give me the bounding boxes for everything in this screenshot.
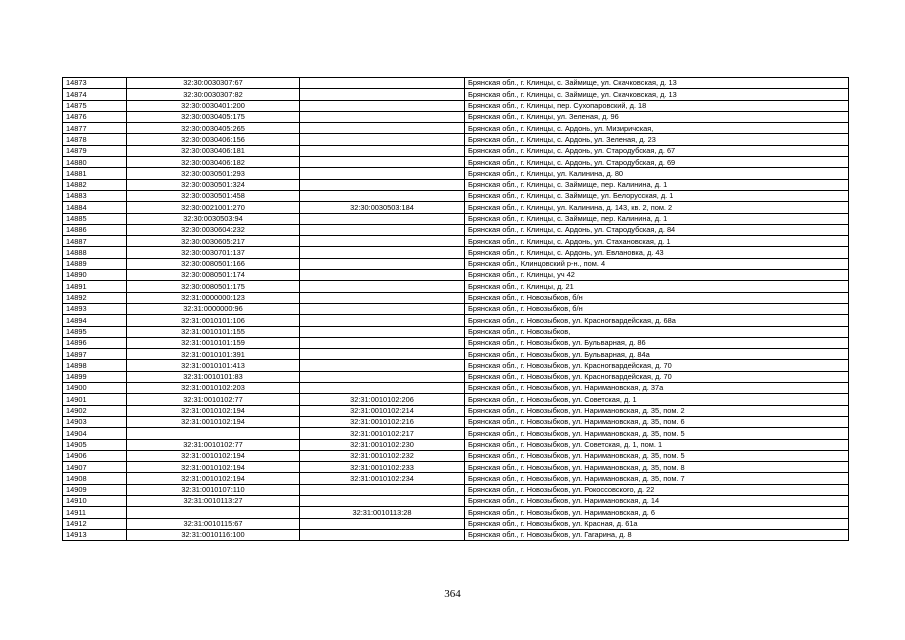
row-number-cell: 14899 — [63, 371, 127, 382]
table-row — [63, 78, 849, 89]
table-row — [63, 281, 849, 292]
address-cell: Брянская обл., г. Клинцы, пер. Сухопаровский, д. 18 — [465, 100, 849, 111]
table-row — [63, 473, 849, 484]
cadastral-number-cell: 32:31:0010116:100 — [127, 529, 300, 540]
related-cadastral-number-cell — [300, 529, 465, 540]
row-number-cell: 14900 — [63, 383, 127, 394]
cadastral-number-cell: 32:30:0030406:181 — [127, 145, 300, 156]
table-row — [63, 439, 849, 450]
cadastral-number-cell: 32:30:0030406:156 — [127, 134, 300, 145]
address-cell: Брянская обл., г. Клинцы, уч 42 — [465, 270, 849, 281]
row-number-cell: 14877 — [63, 123, 127, 134]
related-cadastral-number-cell — [300, 236, 465, 247]
row-number-cell: 14910 — [63, 495, 127, 506]
address-cell: Брянская обл., г. Клинцы, с. Ардонь, ул. Мизиричская, — [465, 123, 849, 134]
related-cadastral-number-cell — [300, 495, 465, 506]
cadastral-number-cell: 32:30:0030501:458 — [127, 190, 300, 201]
row-number-cell: 14879 — [63, 145, 127, 156]
table-row — [63, 428, 849, 439]
related-cadastral-number-cell — [300, 224, 465, 235]
related-cadastral-number-cell: 32:31:0010102:230 — [300, 439, 465, 450]
cadastral-number-cell: 32:30:0030501:324 — [127, 179, 300, 190]
table-row — [63, 236, 849, 247]
address-cell: Брянская обл., г. Новозыбков, ул. Наримановская, д. 35, пом. 8 — [465, 462, 849, 473]
table-row — [63, 179, 849, 190]
cadastral-number-cell: 32:31:0010102:194 — [127, 462, 300, 473]
address-cell: Брянская обл., г. Клинцы, д. 21 — [465, 281, 849, 292]
table-row — [63, 507, 849, 518]
table-row — [63, 157, 849, 168]
table-row — [63, 213, 849, 224]
related-cadastral-number-cell — [300, 371, 465, 382]
address-cell: Брянская обл., г. Клинцы, с. Займище, пер. Калинина, д. 1 — [465, 179, 849, 190]
table-row — [63, 168, 849, 179]
related-cadastral-number-cell — [300, 145, 465, 156]
row-number-cell: 14894 — [63, 315, 127, 326]
related-cadastral-number-cell: 32:31:0010102:234 — [300, 473, 465, 484]
row-number-cell: 14896 — [63, 337, 127, 348]
address-cell: Брянская обл., г. Клинцы, ул. Калинина, д. 80 — [465, 168, 849, 179]
cadastral-number-cell: 32:30:0030401:200 — [127, 100, 300, 111]
cadastral-number-cell: 32:31:0010107:110 — [127, 484, 300, 495]
table-row — [63, 111, 849, 122]
cadastral-number-cell: 32:31:0010113:27 — [127, 495, 300, 506]
address-cell: Брянская обл., г. Клинцы, ул. Калинина, д. 143, кв. 2, пом. 2 — [465, 202, 849, 213]
address-cell: Брянская обл., г. Новозыбков, ул. Красная, д. 61а — [465, 518, 849, 529]
related-cadastral-number-cell — [300, 100, 465, 111]
table-row — [63, 100, 849, 111]
address-cell: Брянская обл., г. Новозыбков, ул. Рокоссовского, д. 22 — [465, 484, 849, 495]
related-cadastral-number-cell — [300, 292, 465, 303]
table-row — [63, 247, 849, 258]
row-number-cell: 14883 — [63, 190, 127, 201]
related-cadastral-number-cell — [300, 337, 465, 348]
related-cadastral-number-cell — [300, 326, 465, 337]
cadastral-number-cell: 32:30:0030405:175 — [127, 111, 300, 122]
address-cell: Брянская обл., Клинцовский р-н., пом. 4 — [465, 258, 849, 269]
cadastral-number-cell: 32:31:0010102:194 — [127, 450, 300, 461]
table-row — [63, 326, 849, 337]
cadastral-number-cell: 32:30:0030701:137 — [127, 247, 300, 258]
address-cell: Брянская обл., г. Клинцы, с. Займище, ул. Скачковская, д. 13 — [465, 89, 849, 100]
related-cadastral-number-cell — [300, 270, 465, 281]
table-row — [63, 450, 849, 461]
table-row — [63, 145, 849, 156]
table-row — [63, 190, 849, 201]
row-number-cell: 14878 — [63, 134, 127, 145]
row-number-cell: 14913 — [63, 529, 127, 540]
address-cell: Брянская обл., г. Клинцы, ул. Зеленая, д. 96 — [465, 111, 849, 122]
address-cell: Брянская обл., г. Клинцы, с. Займище, ул. Скачковская, д. 13 — [465, 78, 849, 89]
address-cell: Брянская обл., г. Новозыбков, ул. Красногвардейская, д. 70 — [465, 360, 849, 371]
related-cadastral-number-cell — [300, 258, 465, 269]
row-number-cell: 14882 — [63, 179, 127, 190]
related-cadastral-number-cell — [300, 89, 465, 100]
related-cadastral-number-cell: 32:31:0010113:28 — [300, 507, 465, 518]
cadastral-number-cell: 32:31:0000000:123 — [127, 292, 300, 303]
table-row — [63, 315, 849, 326]
row-number-cell: 14880 — [63, 157, 127, 168]
address-cell: Брянская обл., г. Новозыбков, ул. Бульварная, д. 86 — [465, 337, 849, 348]
table-row — [63, 270, 849, 281]
address-cell: Брянская обл., г. Новозыбков, ул. Наримановская, д. 14 — [465, 495, 849, 506]
cadastral-number-cell: 32:31:0010102:194 — [127, 416, 300, 427]
address-cell: Брянская обл., г. Новозыбков, ул. Советская, д. 1, пом. 1 — [465, 439, 849, 450]
related-cadastral-number-cell — [300, 190, 465, 201]
table-row — [63, 518, 849, 529]
address-cell: Брянская обл., г. Клинцы, с. Ардонь, ул. Стахановская, д. 1 — [465, 236, 849, 247]
related-cadastral-number-cell — [300, 179, 465, 190]
table-row — [63, 349, 849, 360]
table-row — [63, 416, 849, 427]
row-number-cell: 14875 — [63, 100, 127, 111]
address-cell: Брянская обл., г. Новозыбков, — [465, 326, 849, 337]
address-cell: Брянская обл., г. Клинцы, с. Ардонь, ул. Зеленая, д. 23 — [465, 134, 849, 145]
row-number-cell: 14904 — [63, 428, 127, 439]
row-number-cell: 14887 — [63, 236, 127, 247]
related-cadastral-number-cell: 32:31:0010102:216 — [300, 416, 465, 427]
address-cell: Брянская обл., г. Клинцы, с. Ардонь, ул. Стародубская, д. 69 — [465, 157, 849, 168]
address-cell: Брянская обл., г. Клинцы, с. Ардонь, ул. Евлановка, д. 43 — [465, 247, 849, 258]
address-cell: Брянская обл., г. Новозыбков, ул. Советская, д. 1 — [465, 394, 849, 405]
related-cadastral-number-cell — [300, 315, 465, 326]
cadastral-number-cell: 32:30:0080501:174 — [127, 270, 300, 281]
related-cadastral-number-cell: 32:31:0010102:233 — [300, 462, 465, 473]
cadastral-number-cell: 32:31:0010101:391 — [127, 349, 300, 360]
row-number-cell: 14911 — [63, 507, 127, 518]
related-cadastral-number-cell — [300, 134, 465, 145]
address-cell: Брянская обл., г. Клинцы, с. Займище, пер. Калинина, д. 1 — [465, 213, 849, 224]
row-number-cell: 14909 — [63, 484, 127, 495]
address-cell: Брянская обл., г. Новозыбков, ул. Гагарина, д. 8 — [465, 529, 849, 540]
cadastral-number-cell — [127, 507, 300, 518]
address-cell: Брянская обл., г. Клинцы, с. Займище, ул. Белорусская, д. 1 — [465, 190, 849, 201]
row-number-cell: 14906 — [63, 450, 127, 461]
cadastral-number-cell: 32:30:0080501:166 — [127, 258, 300, 269]
table-row — [63, 405, 849, 416]
cadastral-number-cell: 32:30:0030503:94 — [127, 213, 300, 224]
row-number-cell: 14912 — [63, 518, 127, 529]
cadastral-number-cell: 32:30:0030501:293 — [127, 168, 300, 179]
cadastral-number-cell: 32:30:0021001:270 — [127, 202, 300, 213]
row-number-cell: 14903 — [63, 416, 127, 427]
page-number: 364 — [444, 588, 461, 600]
related-cadastral-number-cell — [300, 484, 465, 495]
cadastral-number-cell: 32:31:0010102:77 — [127, 439, 300, 450]
property-registry-table — [62, 77, 849, 541]
table-row — [63, 89, 849, 100]
cadastral-number-cell: 32:31:0010102:194 — [127, 473, 300, 484]
cadastral-number-cell: 32:30:0030405:265 — [127, 123, 300, 134]
address-cell: Брянская обл., г. Новозыбков, б/н — [465, 292, 849, 303]
address-cell: Брянская обл., г. Клинцы, с. Ардонь, ул. Стародубская, д. 67 — [465, 145, 849, 156]
address-cell: Брянская обл., г. Новозыбков, ул. Красногвардейская, д. 68а — [465, 315, 849, 326]
address-cell: Брянская обл., г. Новозыбков, ул. Бульварная, д. 84а — [465, 349, 849, 360]
cadastral-number-cell: 32:31:0010102:203 — [127, 383, 300, 394]
address-cell: Брянская обл., г. Новозыбков, ул. Наримановская, д. 35, пом. 5 — [465, 450, 849, 461]
related-cadastral-number-cell — [300, 247, 465, 258]
row-number-cell: 14881 — [63, 168, 127, 179]
cadastral-number-cell: 32:30:0080501:175 — [127, 281, 300, 292]
row-number-cell: 14888 — [63, 247, 127, 258]
row-number-cell: 14893 — [63, 303, 127, 314]
address-cell: Брянская обл., г. Новозыбков, ул. Наримановская, д. 35, пом. 6 — [465, 416, 849, 427]
table-row — [63, 224, 849, 235]
table-row — [63, 303, 849, 314]
related-cadastral-number-cell — [300, 281, 465, 292]
address-cell: Брянская обл., г. Новозыбков, ул. Красногвардейская, д. 70 — [465, 371, 849, 382]
row-number-cell: 14908 — [63, 473, 127, 484]
row-number-cell: 14884 — [63, 202, 127, 213]
related-cadastral-number-cell — [300, 168, 465, 179]
cadastral-number-cell: 32:31:0010101:83 — [127, 371, 300, 382]
table-row — [63, 529, 849, 540]
related-cadastral-number-cell — [300, 518, 465, 529]
related-cadastral-number-cell — [300, 383, 465, 394]
address-cell: Брянская обл., г. Новозыбков, ул. Наримановская, д. 35, пом. 2 — [465, 405, 849, 416]
table-row — [63, 134, 849, 145]
row-number-cell: 14905 — [63, 439, 127, 450]
row-number-cell: 14890 — [63, 270, 127, 281]
cadastral-number-cell: 32:31:0010102:194 — [127, 405, 300, 416]
related-cadastral-number-cell — [300, 303, 465, 314]
related-cadastral-number-cell — [300, 111, 465, 122]
table-row — [63, 292, 849, 303]
cadastral-number-cell: 32:31:0010101:106 — [127, 315, 300, 326]
related-cadastral-number-cell: 32:31:0010102:217 — [300, 428, 465, 439]
cadastral-number-cell: 32:31:0000000:96 — [127, 303, 300, 314]
address-cell: Брянская обл., г. Новозыбков, ул. Наримановская, д. 35, пом. 5 — [465, 428, 849, 439]
cadastral-number-cell: 32:30:0030307:67 — [127, 78, 300, 89]
table-row — [63, 462, 849, 473]
related-cadastral-number-cell: 32:30:0030503:184 — [300, 202, 465, 213]
cadastral-number-cell: 32:30:0030406:182 — [127, 157, 300, 168]
row-number-cell: 14886 — [63, 224, 127, 235]
table-row — [63, 337, 849, 348]
registry-table-body — [63, 78, 849, 541]
table-row — [63, 484, 849, 495]
cadastral-number-cell: 32:31:0010101:413 — [127, 360, 300, 371]
cadastral-number-cell: 32:31:0010101:155 — [127, 326, 300, 337]
related-cadastral-number-cell — [300, 78, 465, 89]
address-cell: Брянская обл., г. Новозыбков, ул. Наримановская, д. 35, пом. 7 — [465, 473, 849, 484]
cadastral-number-cell: 32:30:0030605:217 — [127, 236, 300, 247]
related-cadastral-number-cell: 32:31:0010102:206 — [300, 394, 465, 405]
cadastral-number-cell: 32:31:0010115:67 — [127, 518, 300, 529]
table-row — [63, 495, 849, 506]
row-number-cell: 14898 — [63, 360, 127, 371]
related-cadastral-number-cell — [300, 123, 465, 134]
cadastral-number-cell — [127, 428, 300, 439]
row-number-cell: 14873 — [63, 78, 127, 89]
table-row — [63, 394, 849, 405]
row-number-cell: 14892 — [63, 292, 127, 303]
row-number-cell: 14889 — [63, 258, 127, 269]
address-cell: Брянская обл., г. Новозыбков, ул. Наримановская, д. 6 — [465, 507, 849, 518]
related-cadastral-number-cell — [300, 213, 465, 224]
row-number-cell: 14897 — [63, 349, 127, 360]
row-number-cell: 14895 — [63, 326, 127, 337]
address-cell: Брянская обл., г. Новозыбков, ул. Наримановская, д. 37а — [465, 383, 849, 394]
related-cadastral-number-cell: 32:31:0010102:232 — [300, 450, 465, 461]
cadastral-number-cell: 32:30:0030307:82 — [127, 89, 300, 100]
row-number-cell: 14885 — [63, 213, 127, 224]
table-row — [63, 258, 849, 269]
row-number-cell: 14902 — [63, 405, 127, 416]
row-number-cell: 14907 — [63, 462, 127, 473]
address-cell: Брянская обл., г. Клинцы, с. Ардонь, ул. Стародубская, д. 84 — [465, 224, 849, 235]
table-row — [63, 360, 849, 371]
table-row — [63, 202, 849, 213]
related-cadastral-number-cell — [300, 157, 465, 168]
row-number-cell: 14891 — [63, 281, 127, 292]
row-number-cell: 14874 — [63, 89, 127, 100]
cadastral-number-cell: 32:31:0010102:77 — [127, 394, 300, 405]
row-number-cell: 14901 — [63, 394, 127, 405]
cadastral-number-cell: 32:30:0030604:232 — [127, 224, 300, 235]
related-cadastral-number-cell: 32:31:0010102:214 — [300, 405, 465, 416]
table-row — [63, 383, 849, 394]
table-row — [63, 371, 849, 382]
related-cadastral-number-cell — [300, 360, 465, 371]
row-number-cell: 14876 — [63, 111, 127, 122]
address-cell: Брянская обл., г. Новозыбков, б/н — [465, 303, 849, 314]
related-cadastral-number-cell — [300, 349, 465, 360]
table-row — [63, 123, 849, 134]
cadastral-number-cell: 32:31:0010101:159 — [127, 337, 300, 348]
